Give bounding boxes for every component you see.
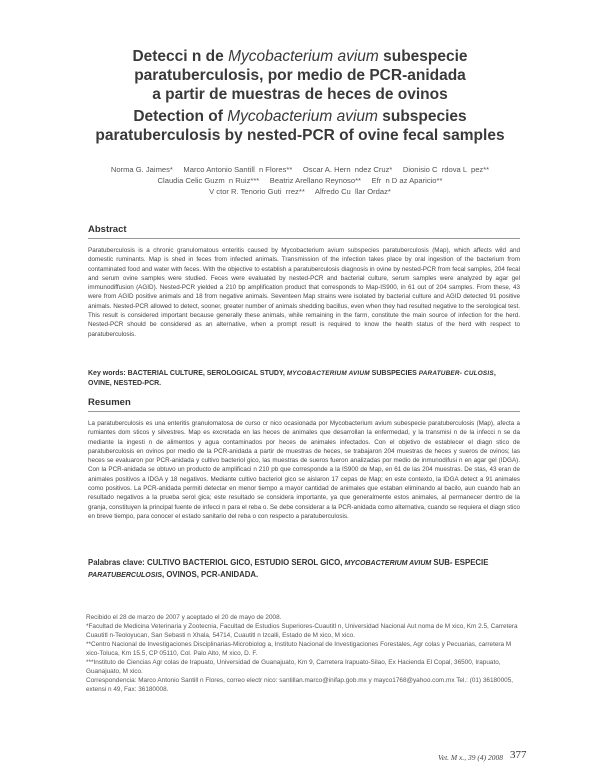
abstract-rule bbox=[88, 238, 520, 239]
resumen-keywords: Palabras clave: CULTIVO BACTERIOL GICO, ESTUDIO SEROL GICO, MYCOBACTERIUM AVIUM SUB- ESPECIE PARATUBERCULOSIS, OVINOS, PCR-ANIDADA. bbox=[88, 558, 489, 579]
title-es-line2: paratuberculosis, por medio de PCR-anidada bbox=[134, 67, 466, 84]
authors-line2: Claudia Celic Guzm n Ruiz*** Beatriz Arellano Reynoso** Efr n D az Aparicio** bbox=[157, 176, 443, 185]
footnotes bbox=[86, 613, 522, 694]
abstract-text: Paratuberculosis is a chronic granulomatous enteritis caused by Mycobacterium avium subspecies paratuberculosis (Map), which affects wild and domestic ruminants. Map is shed in feces from infected animals. Transmission of the infection takes place by oral ingestion of the bacterium from contaminated food and water with feces. With the objective to establish a paratuberculosis diagnosis in ovine by nested-PCR from fecal samples, 204 fecal and serum ovine samples were studied. Feces were evaluated by nested-PCR and bacterial culture, serum samples were analyzed by agar gel immunodiffusion (AGID). Nested-PCR yielded a 210 bp amplification product that corresponds to Map-IS900, in 61 out of 204 samples. From these, 43 were from AGID positive animals and 18 from negative animals. Seventeen Map strains were isolated by bacterial culture and AGID detected 91 positive animals. Nested-PCR allowed to detect, sooner, greater number of animals shedding bacillus, even when they had resulted negative to the serological test. This result is considered important because generally these animals, while remaining in the farm, constitute the main source of infection for the herd. Nested-PCR should be considered as an alternative, when a prompt result is required to know the health status of the herd with respect to paratuberculosis. bbox=[88, 247, 520, 338]
resumen-text: La paratuberculosis es una enteritis granulomatosa de curso cr nico ocasionada por Mycobacterium avium subespecie paratuberculosis (Map), afecta a rumiantes dom sticos y silvestres. Map es excretada en las heces de animales que desarrollan la enfermedad, y la transmisi n de la infecci n se da mediante la ingesti n de alimentos y agua contaminados por heces de animales infectados. Con el objetivo de establecer el diagn stico de paratuberculosis en ovinos por medio de la PCR-anidada a partir de muestras de heces, se trabajaron 204 muestras de heces y sueros de ovinos; las heces se evaluaron por PCR-anidada y cultivo bacteriol gico, las muestras de sueros fueron analizadas por medio de inmunodifusi n en agar gel (IDGA). Con la PCR-anidada se obtuvo un producto de amplificaci n 210 pb que corresponde a la IS900 de Map, en 61 de las 204 muestras. De stas, 43 eran de animales positivos a IDGA y 18 negativos. Mediante cultivo bacteriol gico se aislaron 17 cepas de Map; en este contexto, la IDGA detect a 91 animales como positivos. La PCR-anidada permiti detectar en menor tiempo a mayor cantidad de animales que estaban eliminando al bacilo, aun cuando hab an resultado negativos a la prueba serol gica; este resultado se considera importante, ya que generalmente estos animales, al permanecer dentro de la granja, constituyen la principal fuente de infecci n para el reba o. Se debe considerar a la PCR-anidada como alternativa, cuando se requiera el diagn stico en breve tiempo, para conocer el estado sanitario del reba o con respecto a paratuberculosis. bbox=[88, 420, 520, 520]
authors-line3: V ctor R. Tenorio Guti rrez** Alfredo Cu llar Ordaz* bbox=[209, 187, 391, 196]
resumen-rule bbox=[88, 411, 520, 412]
page-number: 377 bbox=[510, 749, 527, 761]
correspondence: Correspondencia: Marco Antonio Santill n Flores, correo electr nico: santillan.marco@inifap.gob.mx y mayco1768@yahoo.com.mx Tel.: (01) 36180005, extensi n 49, Fax: 36180008. bbox=[86, 677, 514, 693]
title-spanish bbox=[60, 47, 540, 104]
affiliation-2: **Centro Nacional de Investigaciones Disciplinarias-Microbiolog a, Instituto Nacional de Investigaciones Forestales, Agr colas y Pecuarias, carretera M xico-Toluca, Km 15.5, CP 05110, Col. Palo Alto, M xico, D. F. bbox=[86, 641, 512, 657]
affiliation-1: *Facultad de Medicina Veterinaria y Zootecnia, Facultad de Estudios Superiores-Cuautitl n, Universidad Nacional Aut noma de M xico, Km 2.5, Carretera Cuautitl n-Teoloyucan, San Sebasti n Xhala, 54714, Cuautitl n Izcalli, Estado de M xico, M xico. bbox=[86, 623, 518, 639]
received-date: Recibido el 28 de marzo de 2007 y aceptado el 20 de mayo de 2008. bbox=[86, 614, 282, 621]
title-es-line1: Detecci n de Mycobacterium avium subespecie bbox=[132, 48, 468, 65]
abstract-keywords: Key words: BACTERIAL CULTURE, SEROLOGICAL STUDY, MYCOBACTERIUM AVIUM SUBSPECIES PARATUBER- CULOSIS, OVINE, NESTED-PCR. bbox=[88, 370, 496, 387]
title-es-line3: a partir de muestras de heces de ovinos bbox=[152, 86, 448, 103]
resumen-heading: Resumen bbox=[88, 397, 131, 408]
title-english bbox=[60, 107, 540, 145]
journal-citation: Vet. M x., 39 (4) 2008 bbox=[438, 753, 503, 762]
title-en-line1: Detection of Mycobacterium avium subspecies bbox=[133, 108, 467, 125]
title-en-line2: paratuberculosis by nested-PCR of ovine fecal samples bbox=[95, 127, 505, 144]
authors-line1: Norma G. Jaimes* Marco Antonio Santill n Flores** Oscar A. Hern ndez Cruz* Dionisio C rdova L pez** bbox=[110, 165, 490, 174]
affiliation-3: ***Instituto de Ciencias Agr colas de Irapuato, Universidad de Guanajuato, Km 9, Carretera Irapuato-Silao, Ex Hacienda El Copal, 36500, Irapuato, Guanajuato, M xico. bbox=[86, 659, 501, 675]
author-list bbox=[40, 164, 560, 197]
abstract-heading: Abstract bbox=[88, 224, 127, 235]
